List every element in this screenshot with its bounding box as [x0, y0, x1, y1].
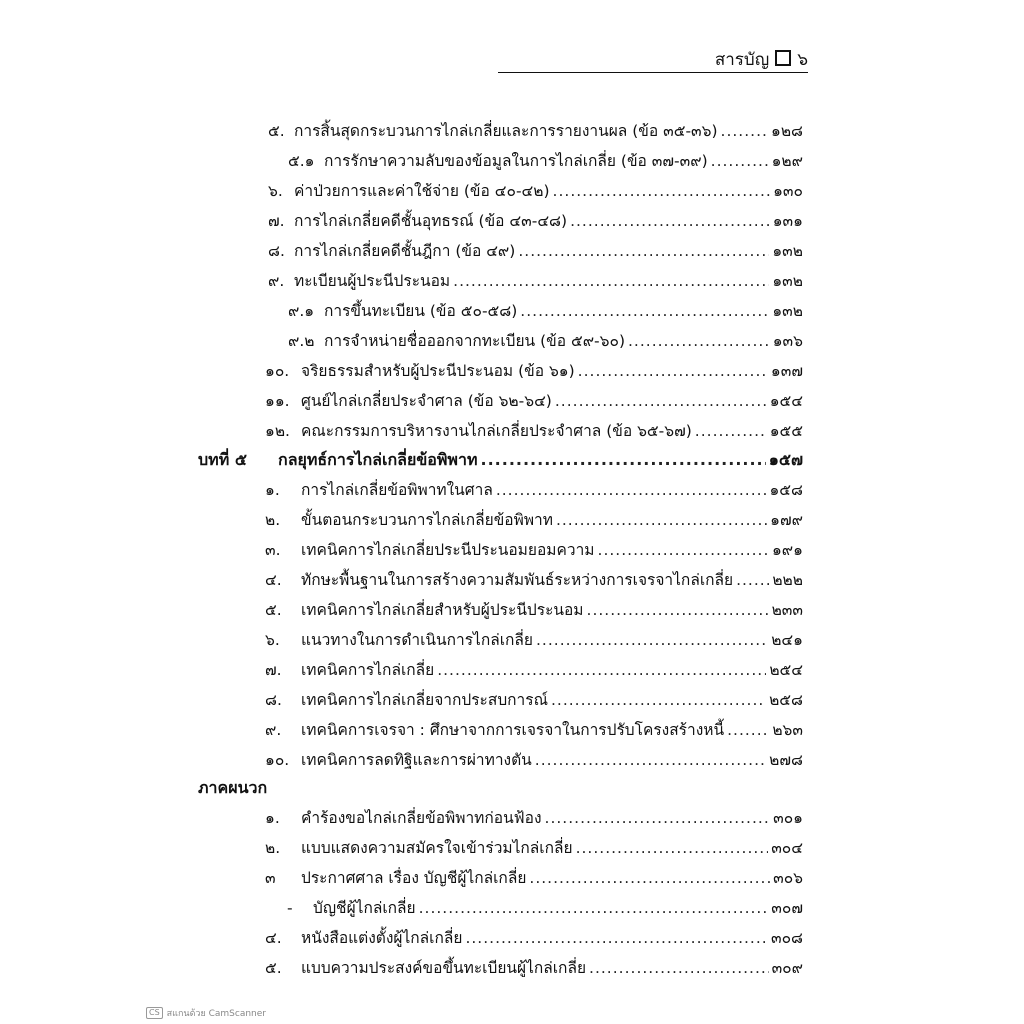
entry-label: การรักษาความลับของข้อมูลในการไกล่เกลี่ย (ข้อ ๓๗-๓๙)	[324, 152, 708, 170]
entry-page: ๒๕๘	[769, 691, 803, 709]
toc-entry	[265, 568, 803, 592]
entry-page: ๑๓๗	[770, 362, 803, 380]
leader-dots	[570, 209, 770, 233]
toc-entry	[265, 538, 803, 562]
entry-number: ๗.	[265, 661, 282, 679]
entry-number: ๙.	[268, 272, 285, 290]
entry-number: ๒.	[265, 511, 281, 529]
chapter-prefix: บทที่ ๕	[198, 450, 247, 469]
square-bullet-icon	[775, 50, 791, 66]
entry-page: ๑๓๖	[772, 332, 803, 350]
entry-page: ๑๓๒	[772, 302, 803, 320]
leader-dots	[736, 568, 769, 592]
toc-subentry	[288, 149, 803, 173]
entry-label: คณะกรรมการบริหารงานไกล่เกลี่ยประจำศาล (ข้อ ๖๕-๖๗)	[301, 422, 692, 440]
chapter-page: ๑๕๗	[768, 450, 803, 469]
entry-label: เทคนิคการไกล่เกลี่ยจากประสบการณ์	[301, 691, 548, 709]
entry-page: ๑๓๒	[772, 272, 803, 290]
entry-label: ประกาศศาล เรื่อง บัญชีผู้ไกล่เกลี่ย	[301, 869, 527, 887]
chapter-heading	[198, 448, 803, 472]
entry-page: ๒๒๒	[772, 571, 803, 589]
entry-number: ๙.๒	[288, 332, 315, 350]
entry-page: ๑๙๑	[771, 541, 803, 559]
entry-number: ๖.	[265, 631, 280, 649]
entry-number: ๔.	[265, 571, 282, 589]
leader-dots	[551, 688, 766, 712]
entry-number: ๑๐.	[265, 751, 290, 769]
entry-page: ๓๐๔	[771, 839, 803, 857]
entry-page: ๒๔๑	[771, 631, 803, 649]
entry-page: ๒๕๔	[769, 661, 803, 679]
entry-label: ขั้นตอนกระบวนการไกล่เกลี่ยข้อพิพาท	[301, 511, 553, 529]
toc-entry	[268, 119, 803, 143]
toc-entry	[265, 926, 803, 950]
entry-number: ๒.	[265, 839, 281, 857]
entry-number: ๕.๑	[288, 152, 315, 170]
entry-number: ๓	[265, 869, 276, 887]
entry-label: ค่าป่วยการและค่าใช้จ่าย (ข้อ ๔๐-๔๒)	[294, 182, 550, 200]
toc-subentry	[287, 896, 803, 920]
entry-label: คำร้องขอไกล่เกลี่ยข้อพิพาทก่อนฟ้อง	[301, 809, 542, 827]
leader-dots	[555, 389, 767, 413]
leader-dots	[545, 806, 771, 830]
toc-entry	[265, 688, 803, 712]
entry-label: ศูนย์ไกล่เกลี่ยประจำศาล (ข้อ ๖๒-๖๔)	[301, 392, 552, 410]
entry-page: ๑๓๑	[772, 212, 803, 230]
leader-dots	[529, 866, 770, 890]
entry-page: ๓๐๗	[771, 899, 803, 917]
toc-entry	[265, 478, 803, 502]
toc-entry	[265, 508, 803, 532]
entry-label: เทคนิคการไกล่เกลี่ยประนีประนอมยอมความ	[301, 541, 595, 559]
entry-label: แบบความประสงค์ขอขึ้นทะเบียนผู้ไกล่เกลี่ย	[301, 959, 587, 977]
entry-page: ๓๐๙	[771, 959, 803, 977]
toc-subentry	[288, 329, 803, 353]
leader-dots	[727, 718, 769, 742]
entry-bullet: -	[287, 899, 293, 917]
entry-label: แนวทางในการดำเนินการไกล่เกลี่ย	[301, 631, 533, 649]
leader-dots	[481, 448, 766, 472]
toc-entry	[265, 718, 803, 742]
entry-number: ๕.	[265, 959, 282, 977]
entry-number: ๕.	[265, 601, 282, 619]
leader-dots	[721, 119, 768, 143]
leader-dots	[587, 598, 769, 622]
leader-dots	[536, 628, 768, 652]
leader-dots	[695, 419, 767, 443]
leader-dots	[453, 269, 769, 293]
entry-page: ๑๓๒	[772, 242, 803, 260]
scanner-watermark	[146, 1006, 266, 1020]
leader-dots	[535, 748, 766, 772]
leader-dots	[496, 478, 767, 502]
entry-label: การสิ้นสุดกระบวนการไกล่เกลี่ยและการรายงานผล (ข้อ ๓๕-๓๖)	[294, 122, 718, 140]
entry-page: ๑๕๔	[769, 392, 803, 410]
entry-number: ๑๑.	[265, 392, 290, 410]
entry-number: ๖.	[268, 182, 283, 200]
entry-label: การไกล่เกลี่ยข้อพิพาทในศาล	[301, 481, 493, 499]
entry-page: ๓๐๑	[773, 809, 803, 827]
leader-dots	[437, 658, 766, 682]
entry-page: ๑๕๘	[769, 481, 803, 499]
entry-number: ๙.๑	[288, 302, 315, 320]
leader-dots	[518, 239, 769, 263]
entry-page: ๑๕๕	[769, 422, 803, 440]
toc-entry	[268, 239, 803, 263]
toc-entry	[265, 359, 803, 383]
entry-page: ๓๐๘	[770, 929, 803, 947]
entry-number: ๑๒.	[265, 422, 290, 440]
toc-entry	[265, 748, 803, 772]
entry-number: ๘.	[268, 242, 285, 260]
leader-dots	[553, 179, 771, 203]
scanner-text: สแกนด้วย CamScanner	[166, 1009, 266, 1019]
leader-dots	[465, 926, 768, 950]
entry-number: ๔.	[265, 929, 282, 947]
entry-label: หนังสือแต่งตั้งผู้ไกล่เกลี่ย	[301, 929, 463, 947]
entry-page: ๓๐๖	[773, 869, 803, 887]
entry-number: ๕.	[268, 122, 285, 140]
leader-dots	[576, 836, 769, 860]
entry-number: ๘.	[265, 691, 282, 709]
entry-label: ทักษะพื้นฐานในการสร้างความสัมพันธ์ระหว่างการเจรจาไกล่เกลี่ย	[301, 571, 734, 589]
leader-dots	[628, 329, 770, 353]
toc-entry	[265, 598, 803, 622]
toc-entry	[268, 209, 803, 233]
toc-entry	[265, 628, 803, 652]
toc-entry	[265, 419, 803, 443]
header-page-number: ๖	[797, 50, 808, 70]
entry-page: ๑๒๙	[771, 152, 803, 170]
toc-entry	[265, 836, 803, 860]
leader-dots	[598, 538, 769, 562]
toc-entry	[268, 269, 803, 293]
entry-number: ๗.	[268, 212, 285, 230]
leader-dots	[711, 149, 769, 173]
entry-label: ทะเบียนผู้ประนีประนอม	[294, 272, 451, 290]
entry-page: ๑๗๙	[770, 511, 803, 529]
toc-entry	[265, 956, 803, 980]
header-title: สารบัญ	[714, 50, 770, 70]
entry-label: บัญชีผู้ไกล่เกลี่ย	[313, 899, 416, 917]
entry-label: เทคนิคการไกล่เกลี่ยสำหรับผู้ประนีประนอม	[301, 601, 584, 619]
header-rule	[498, 72, 808, 73]
entry-label: จริยธรรมสำหรับผู้ประนีประนอม (ข้อ ๖๑)	[301, 362, 575, 380]
toc-entry	[265, 658, 803, 682]
entry-number: ๓.	[265, 541, 281, 559]
toc-entry	[268, 179, 803, 203]
entry-number: ๑.	[265, 481, 280, 499]
leader-dots	[578, 359, 768, 383]
entry-label: การจำหน่ายชื่อออกจากทะเบียน (ข้อ ๕๙-๖๐)	[324, 332, 625, 350]
entry-label: การขึ้นทะเบียน (ข้อ ๕๐-๕๘)	[324, 302, 518, 320]
leader-dots	[520, 299, 769, 323]
running-header	[0, 50, 808, 70]
entry-label: เทคนิคการเจรจา : ศึกษาจากการเจรจาในการปรับโครงสร้างหนี้	[301, 721, 725, 739]
entry-label: เทคนิคการไกล่เกลี่ย	[301, 661, 435, 679]
entry-page: ๑๓๐	[773, 182, 803, 200]
entry-label: การไกล่เกลี่ยคดีชั้นอุทธรณ์ (ข้อ ๔๓-๔๘)	[294, 212, 568, 230]
entry-page: ๒๖๓	[772, 721, 803, 739]
entry-number: ๑๐.	[265, 362, 290, 380]
appendix-heading: ภาคผนวก	[198, 778, 268, 797]
toc-entry	[265, 866, 803, 890]
entry-page: ๑๒๘	[770, 122, 803, 140]
leader-dots	[556, 508, 767, 532]
entry-label: เทคนิคการลดทิฐิและการผ่าทางตัน	[301, 751, 532, 769]
camscanner-logo-icon: CS	[146, 1007, 163, 1019]
chapter-title: กลยุทธ์การไกล่เกลี่ยข้อพิพาท	[278, 450, 478, 469]
entry-label: แบบแสดงความสมัครใจเข้าร่วมไกล่เกลี่ย	[301, 839, 573, 857]
leader-dots	[589, 956, 769, 980]
toc-subentry	[288, 299, 803, 323]
entry-page: ๒๓๓	[771, 601, 803, 619]
toc-entry	[265, 389, 803, 413]
toc-entry	[265, 806, 803, 830]
entry-label: การไกล่เกลี่ยคดีชั้นฎีกา (ข้อ ๔๙)	[294, 242, 516, 260]
entry-number: ๑.	[265, 809, 280, 827]
leader-dots	[419, 896, 769, 920]
entry-page: ๒๗๘	[769, 751, 803, 769]
entry-number: ๙.	[265, 721, 282, 739]
